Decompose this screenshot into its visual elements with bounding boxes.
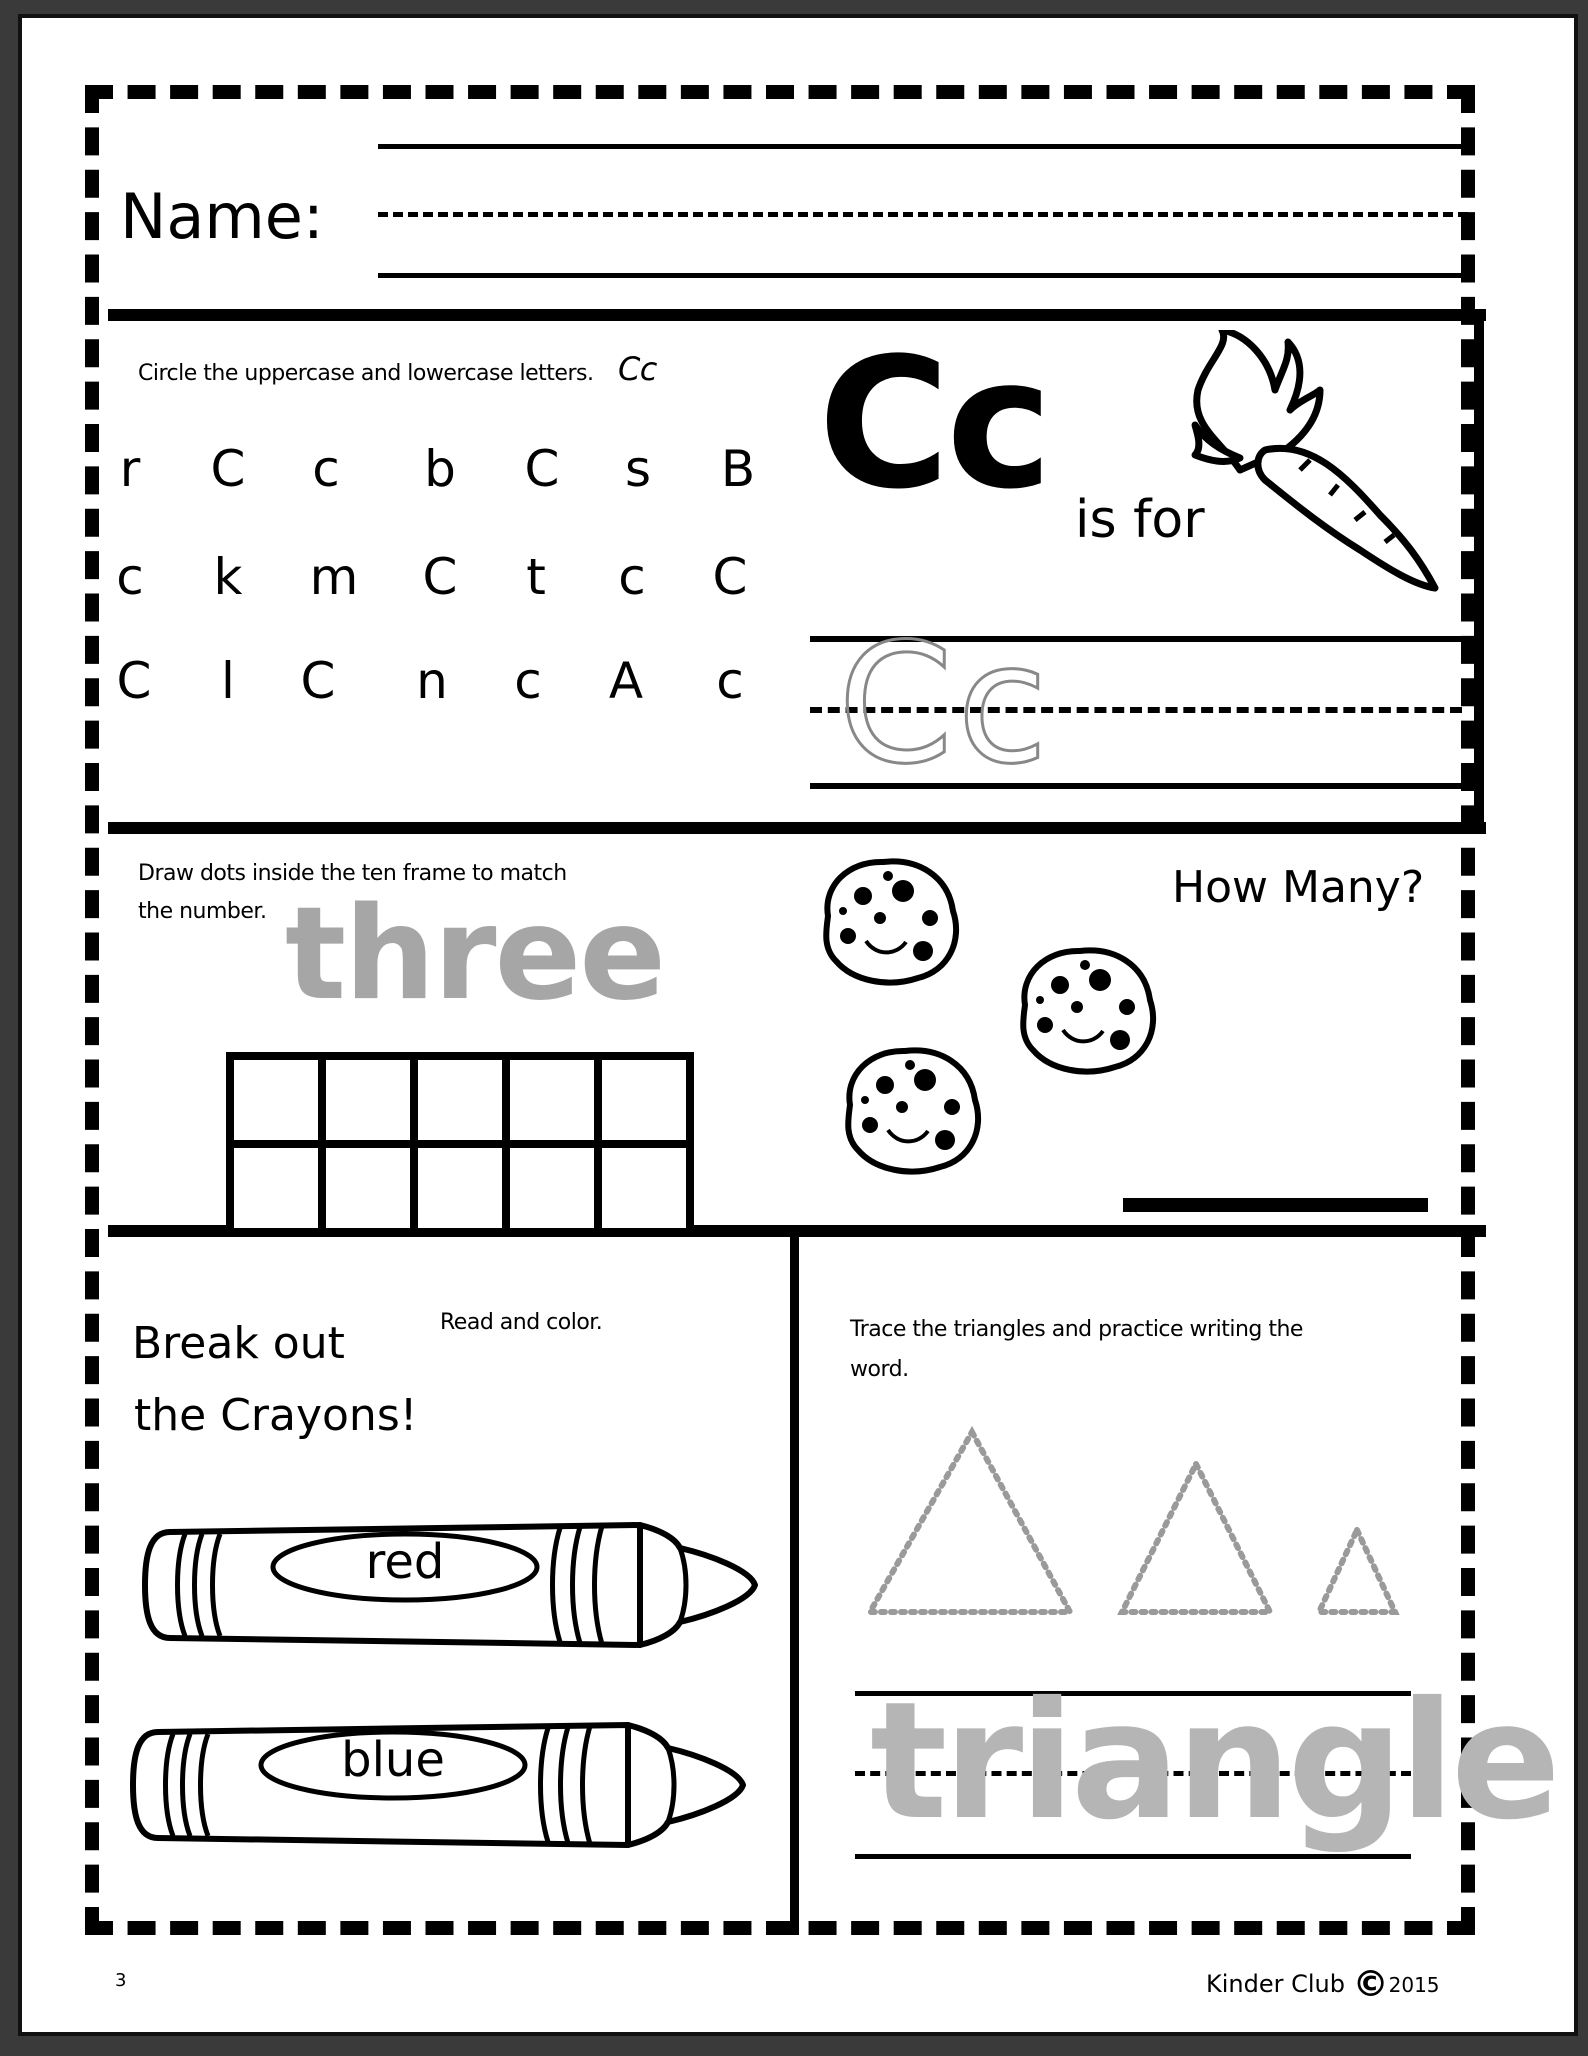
crayon-red[interactable] bbox=[140, 1510, 760, 1660]
letter-r1-c4[interactable]: b bbox=[424, 440, 456, 498]
letter-r2-c7[interactable]: C bbox=[712, 548, 748, 606]
letter-r1-c1[interactable]: r bbox=[119, 440, 141, 498]
divider-name bbox=[108, 309, 1486, 321]
letter-r2-c4[interactable]: C bbox=[422, 548, 458, 606]
ten-frame[interactable] bbox=[226, 1052, 694, 1236]
answer-line[interactable] bbox=[1123, 1198, 1428, 1212]
shape-instruction-line2: word. bbox=[850, 1357, 909, 1382]
ten-frame-cell[interactable] bbox=[234, 1060, 318, 1140]
letter-r3-c7[interactable]: c bbox=[716, 652, 744, 710]
how-many-label: How Many? bbox=[1172, 862, 1425, 913]
divider-top-right bbox=[1474, 309, 1484, 829]
letter-r2-c5[interactable]: t bbox=[526, 548, 546, 606]
letter-r2-c6[interactable]: c bbox=[618, 548, 646, 606]
brand-name: Kinder Club bbox=[1206, 1970, 1345, 1998]
crayons-title-line1: Break out bbox=[132, 1318, 345, 1369]
letter-r2-c1[interactable]: c bbox=[116, 548, 144, 606]
ten-frame-cell[interactable] bbox=[418, 1148, 502, 1228]
trace-letters[interactable]: Cc bbox=[838, 608, 1052, 800]
letter-r1-c5[interactable]: C bbox=[524, 440, 560, 498]
number-word: three bbox=[285, 880, 665, 1029]
triangle-large-icon[interactable] bbox=[870, 1432, 1070, 1612]
crayons-title-line2: the Crayons! bbox=[134, 1390, 418, 1441]
crayon-blue[interactable] bbox=[128, 1710, 748, 1860]
letter-r3-c4[interactable]: n bbox=[416, 652, 448, 710]
number-instruction-line1: Draw dots inside the ten frame to match bbox=[138, 861, 567, 886]
letters-instruction bbox=[138, 350, 657, 388]
letters-instruction-text: Circle the uppercase and lowercase letters. bbox=[138, 361, 594, 386]
number-instruction-line2: the number. bbox=[138, 899, 267, 924]
name-label: Name: bbox=[120, 180, 324, 253]
letter-r3-c6[interactable]: A bbox=[608, 652, 644, 710]
triangle-medium-icon[interactable] bbox=[1122, 1464, 1270, 1612]
ten-frame-cell[interactable] bbox=[418, 1060, 502, 1140]
page-number: 3 bbox=[115, 1970, 127, 1991]
crayon-blue-label: blue bbox=[341, 1732, 445, 1788]
letter-r3-c1[interactable]: C bbox=[116, 652, 152, 710]
divider-bottom-middle bbox=[790, 1225, 799, 1935]
color-instruction: Read and color. bbox=[440, 1310, 603, 1335]
ten-frame-cell[interactable] bbox=[326, 1060, 410, 1140]
letter-r3-c5[interactable]: c bbox=[514, 652, 542, 710]
shape-instruction bbox=[850, 1310, 1303, 1390]
ten-frame-cell[interactable] bbox=[602, 1148, 686, 1228]
dotted-triangles[interactable] bbox=[860, 1420, 1420, 1630]
cookie-icon bbox=[848, 1050, 978, 1171]
letters-target: Cc bbox=[617, 350, 657, 388]
ten-frame-cell[interactable] bbox=[234, 1148, 318, 1228]
shape-instruction-line1: Trace the triangles and practice writing the bbox=[850, 1317, 1303, 1342]
letter-r2-c2[interactable]: k bbox=[213, 548, 243, 606]
is-for-label: is for bbox=[1075, 490, 1205, 550]
letter-r3-c2[interactable]: l bbox=[221, 652, 235, 710]
name-rule-top bbox=[378, 144, 1468, 149]
trace-word[interactable]: triangle bbox=[870, 1668, 1557, 1856]
letter-r1-c6[interactable]: s bbox=[624, 440, 652, 498]
letter-r1-c3[interactable]: c bbox=[312, 440, 340, 498]
name-rule-middle bbox=[378, 212, 1468, 217]
cookies-illustration bbox=[810, 850, 1230, 1210]
name-rule-bottom[interactable] bbox=[378, 273, 1468, 278]
copyright-year: 2015 bbox=[1388, 1973, 1440, 1997]
carrot-icon bbox=[1180, 330, 1450, 610]
letter-r3-c3[interactable]: C bbox=[300, 652, 336, 710]
footer-brand bbox=[1206, 1964, 1440, 2005]
big-letters: Cc bbox=[818, 320, 1049, 529]
letter-r1-c7[interactable]: B bbox=[720, 440, 756, 498]
divider-letters bbox=[108, 822, 1486, 834]
letter-r2-c3[interactable]: m bbox=[309, 548, 359, 606]
ten-frame-cell[interactable] bbox=[510, 1060, 594, 1140]
copyright-icon: © bbox=[1352, 1964, 1389, 2005]
cookie-icon bbox=[1023, 950, 1153, 1071]
cookie-icon bbox=[826, 861, 956, 982]
triangle-small-icon[interactable] bbox=[1319, 1530, 1395, 1612]
crayon-red-label: red bbox=[365, 1534, 445, 1590]
ten-frame-cell[interactable] bbox=[326, 1148, 410, 1228]
letter-r1-c2[interactable]: C bbox=[210, 440, 246, 498]
ten-frame-cell[interactable] bbox=[602, 1060, 686, 1140]
ten-frame-cell[interactable] bbox=[510, 1148, 594, 1228]
